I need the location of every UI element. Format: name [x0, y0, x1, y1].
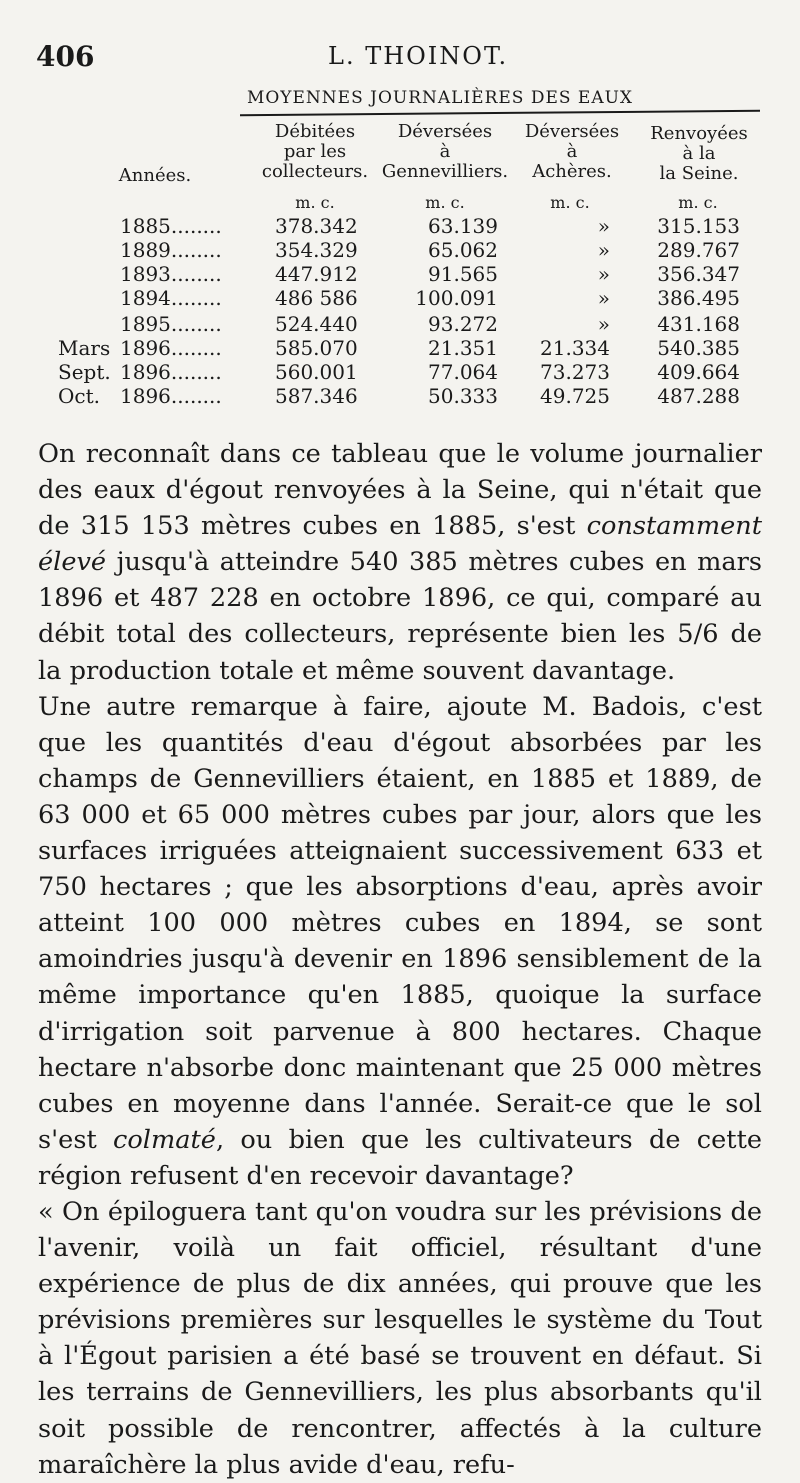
- collecteurs-cell: 560.001: [275, 360, 358, 384]
- acheres-cell: »: [597, 214, 610, 238]
- acheres-cell: »: [597, 286, 610, 310]
- month-cell: Mars: [58, 336, 111, 360]
- unit-label: m. c.: [678, 193, 718, 212]
- gennevilliers-cell: 50.333: [428, 384, 498, 408]
- paragraph-text: jusqu'à atteindre 540 385 mètres cubes en mars 1896 et 487 228 en octobre 1896, ce qui, comparé au débit total des collecteurs, représente bien les 5/6 de la production totale et même souvent davantage.: [38, 547, 762, 686]
- table-row: [0, 360, 800, 384]
- seine-cell: 289.767: [657, 238, 740, 262]
- seine-cell: 431.168: [657, 312, 740, 336]
- table-row: [0, 312, 800, 336]
- collecteurs-cell: 354.329: [275, 238, 358, 262]
- table-row: [0, 214, 800, 238]
- acheres-cell: 73.273: [540, 360, 610, 384]
- unit-label: m. c.: [295, 193, 335, 212]
- collecteurs-cell: 447.912: [275, 262, 358, 286]
- table-row: [0, 238, 800, 262]
- paragraph-text: , ou bien que les cultivateurs de cette région refusent d'en recevoir davantage?: [38, 1124, 762, 1191]
- year-cell: 1894........: [120, 286, 222, 310]
- table-row: [0, 286, 800, 310]
- header-line: Achères.: [532, 161, 612, 182]
- header-line: à: [566, 141, 578, 162]
- seine-cell: 315.153: [657, 214, 740, 238]
- paragraph-text: On reconnaît dans ce tableau que le volume journalier des eaux d'égout renvoyées à la Seine, qui n'était que de 315 153 mètres cubes en 1885, s'est: [38, 439, 762, 542]
- seine-cell: 487.288: [657, 384, 740, 408]
- paragraph: [38, 689, 762, 1194]
- paragraph: [38, 436, 762, 689]
- collecteurs-cell: 585.070: [275, 336, 358, 360]
- gennevilliers-cell: 93.272: [428, 312, 498, 336]
- acheres-cell: 21.334: [540, 336, 610, 360]
- header-line: Gennevilliers.: [381, 161, 509, 182]
- header-line: Débitées: [274, 121, 356, 142]
- collecteurs-cell: 587.346: [275, 384, 358, 408]
- gennevilliers-cell: 91.565: [428, 262, 498, 286]
- acheres-cell: »: [597, 238, 610, 262]
- acheres-cell: »: [597, 262, 610, 286]
- table-title-rule: [240, 110, 760, 117]
- header-line: par les: [283, 141, 347, 162]
- header-line: la Seine.: [659, 163, 739, 184]
- page-header: [0, 40, 800, 80]
- body-text: [38, 436, 762, 1483]
- table-row: [0, 336, 800, 360]
- table-title: MOYENNES JOURNALIÈRES DES EAUX: [246, 88, 634, 108]
- italic-text: constamment élevé: [38, 511, 762, 578]
- collecteurs-cell: 524.440: [275, 312, 358, 336]
- year-cell: 1893........: [120, 262, 222, 286]
- seine-cell: 409.664: [657, 360, 740, 384]
- paragraph: [38, 1194, 762, 1483]
- header-line: collecteurs.: [261, 161, 369, 182]
- header-line: Déversées: [397, 121, 493, 142]
- italic-text: colmaté: [113, 1124, 216, 1155]
- gennevilliers-cell: 21.351: [428, 336, 498, 360]
- header-line: Déversées: [524, 121, 620, 142]
- header-col-debitees: [250, 122, 380, 182]
- header-line: à: [439, 141, 451, 162]
- header-line: à la: [682, 143, 716, 164]
- table-row: [0, 262, 800, 286]
- collecteurs-cell: 486 586: [275, 286, 358, 310]
- year-cell: 1896........: [120, 360, 222, 384]
- year-cell: 1896........: [120, 336, 222, 360]
- paragraph-text: Une autre remarque à faire, ajoute M. Badois, c'est que les quantités d'eau d'égout absorbées par les champs de Gennevilliers étaient, en 1885 et 1889, de 63 000 et 65 000 mètres cubes par jour, alors que les surfaces irriguées atteignaient successivement 633 et 750 hectares ; que les absorptions d'eau, après avoir atteint 100 000 mètres cubes en 1894, se sont amoindries jusqu'à devenir en 1896 sensiblement de la même importance qu'en 1885, quoique la surface d'irrigation soit parvenue à 800 hectares. Chaque hectare n'absorbe donc maintenant que 25 000 mètres cubes en moyenne dans l'année. Serait-ce que le sol s'est: [38, 691, 762, 1155]
- seine-cell: 540.385: [657, 336, 740, 360]
- header-col-seine: [644, 124, 754, 184]
- year-cell: 1895........: [120, 312, 222, 336]
- table-row: [0, 384, 800, 408]
- year-cell: 1896........: [120, 384, 222, 408]
- header-years: Années.: [118, 165, 192, 186]
- gennevilliers-cell: 77.064: [428, 360, 498, 384]
- page-number: 406: [36, 40, 95, 73]
- header-col-gennevilliers: [380, 122, 510, 182]
- month-cell: Oct.: [58, 384, 100, 408]
- year-cell: 1885........: [120, 214, 222, 238]
- running-head: L. THOINOT.: [328, 42, 509, 70]
- acheres-cell: 49.725: [540, 384, 610, 408]
- seine-cell: 386.495: [657, 286, 740, 310]
- header-line: Renvoyées: [650, 123, 748, 144]
- gennevilliers-cell: 65.062: [428, 238, 498, 262]
- unit-label: m. c.: [550, 193, 590, 212]
- paragraph-text: « On épiloguera tant qu'on voudra sur les prévisions de l'avenir, voilà un fait officiel, résultant d'une expérience de plus de dix années, qui prouve que les prévisions premières sur lesquelles le système du Tout à l'Égout parisien a été basé se trouvent en défaut. Si les terrains de Gennevilliers, les plus absorbants qu'il soit possible de rencontrer, affectés à la culture maraîchère la plus avide d'eau, refu-: [38, 1196, 762, 1480]
- header-col-acheres: [512, 122, 632, 182]
- seine-cell: 356.347: [657, 262, 740, 286]
- gennevilliers-cell: 100.091: [415, 286, 498, 310]
- month-cell: Sept.: [58, 360, 111, 384]
- year-cell: 1889........: [120, 238, 222, 262]
- unit-label: m. c.: [425, 193, 465, 212]
- collecteurs-cell: 378.342: [275, 214, 358, 238]
- gennevilliers-cell: 63.139: [428, 214, 498, 238]
- acheres-cell: »: [597, 312, 610, 336]
